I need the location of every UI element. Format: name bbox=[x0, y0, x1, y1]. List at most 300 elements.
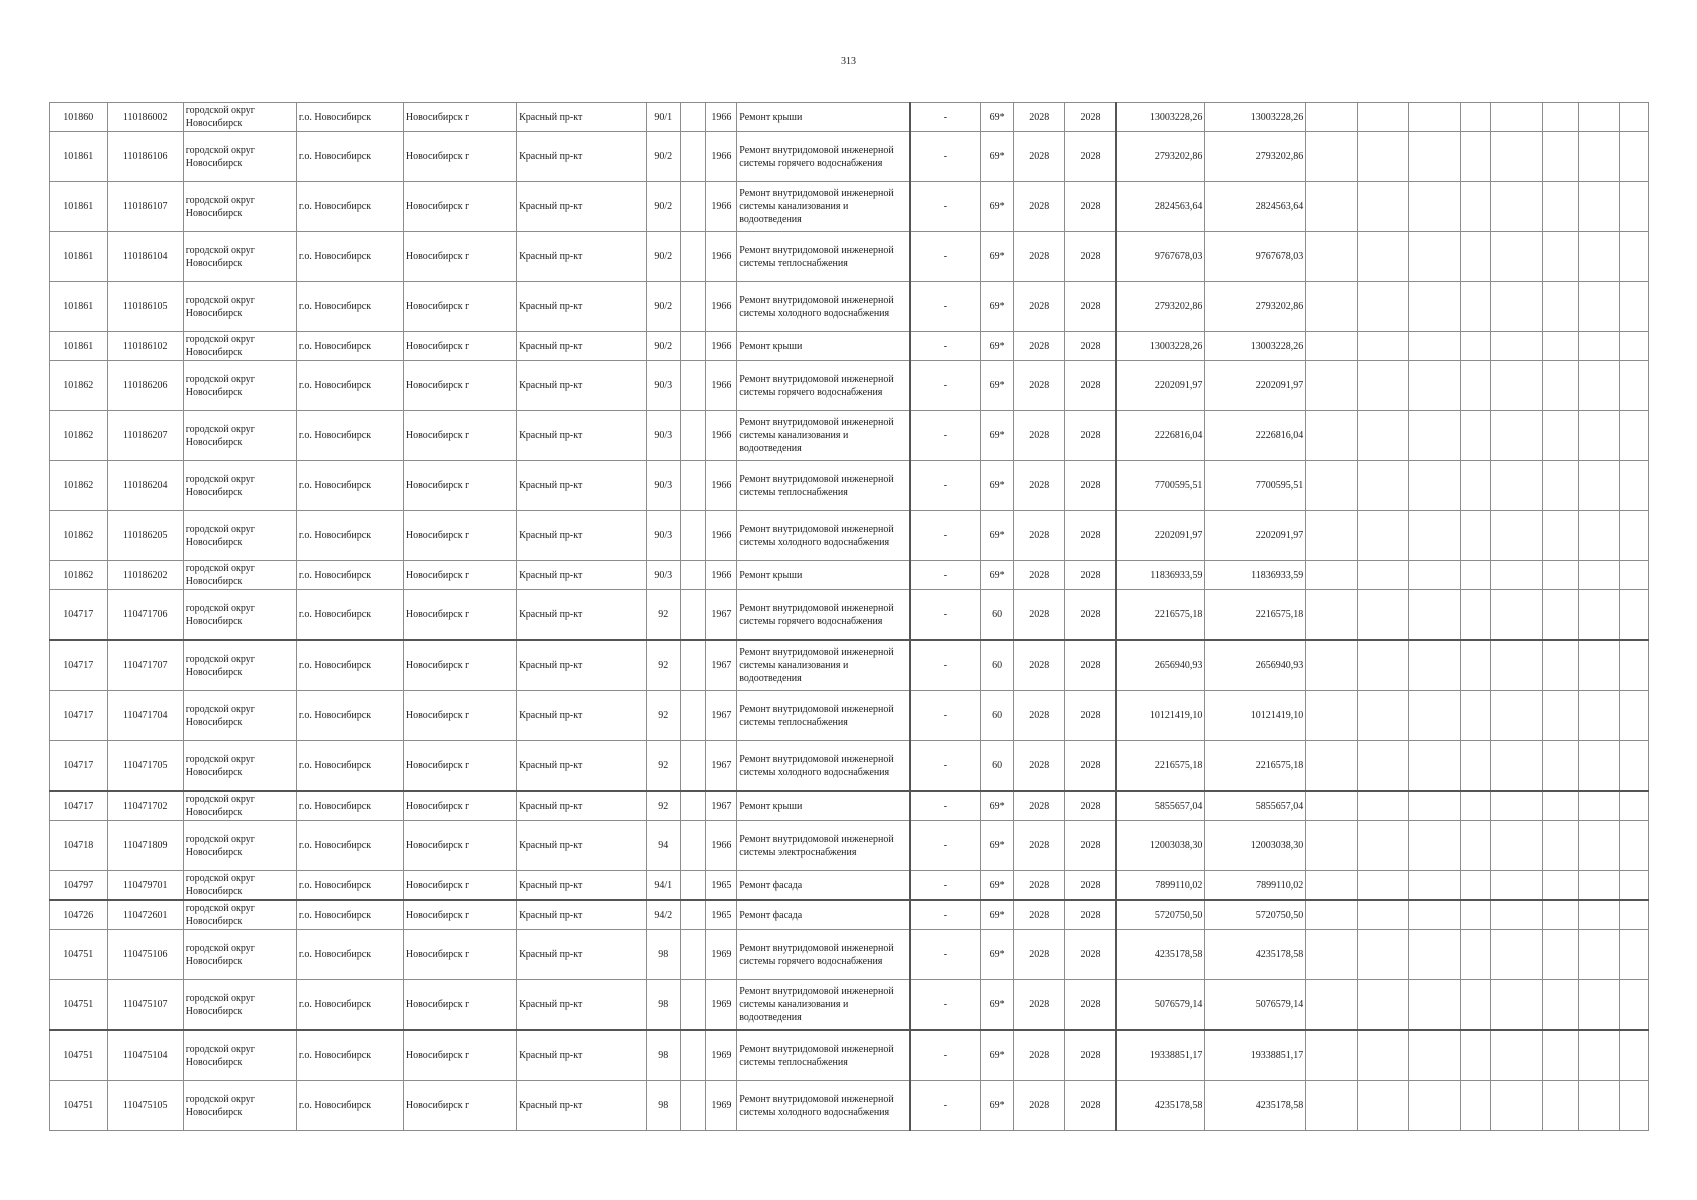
house-number-cell: 92 bbox=[646, 741, 680, 792]
empty-cell bbox=[1542, 411, 1578, 461]
empty-cell bbox=[1357, 411, 1408, 461]
house-number-cell: 90/3 bbox=[646, 411, 680, 461]
registry-number-cell: 104751 bbox=[50, 930, 108, 980]
street-cell: Красный пр-кт bbox=[517, 871, 647, 901]
work-cost-cell: 7700595,51 bbox=[1116, 461, 1204, 511]
municipality-cell: городской округ Новосибирск bbox=[183, 791, 296, 821]
work-cost-cell: 13003228,26 bbox=[1116, 332, 1204, 361]
work-type-cell: Ремонт крыши bbox=[737, 332, 910, 361]
plan-year-cell: 2028 bbox=[1014, 871, 1065, 901]
house-number-cell: 90/3 bbox=[646, 511, 680, 561]
wear-percent-cell: 60 bbox=[981, 741, 1014, 792]
object-code-cell: 110186204 bbox=[107, 461, 183, 511]
plan-year-end-cell: 2028 bbox=[1065, 461, 1116, 511]
wear-percent-cell: 69* bbox=[981, 561, 1014, 590]
empty-cell bbox=[1578, 900, 1619, 930]
empty-cell bbox=[1491, 132, 1542, 182]
street-cell: Красный пр-кт bbox=[517, 640, 647, 691]
wear-percent-cell: 69* bbox=[981, 871, 1014, 901]
table-row bbox=[50, 182, 1649, 232]
dash-cell: - bbox=[910, 332, 981, 361]
object-code-cell: 110475104 bbox=[107, 1030, 183, 1081]
empty-cell bbox=[1491, 791, 1542, 821]
plan-year-end-cell: 2028 bbox=[1065, 871, 1116, 901]
empty-cell bbox=[1542, 282, 1578, 332]
plan-year-cell: 2028 bbox=[1014, 930, 1065, 980]
empty-cell bbox=[1409, 741, 1460, 792]
plan-year-cell: 2028 bbox=[1014, 590, 1065, 641]
empty-cell bbox=[1619, 741, 1648, 792]
building-letter-cell bbox=[680, 232, 706, 282]
empty-cell bbox=[1619, 332, 1648, 361]
plan-year-cell: 2028 bbox=[1014, 1081, 1065, 1131]
plan-year-end-cell: 2028 bbox=[1065, 361, 1116, 411]
municipal-district-cell: г.о. Новосибирск bbox=[296, 103, 403, 132]
plan-year-cell: 2028 bbox=[1014, 132, 1065, 182]
registry-number-cell: 101862 bbox=[50, 361, 108, 411]
street-cell: Красный пр-кт bbox=[517, 461, 647, 511]
total-cost-cell: 2793202,86 bbox=[1205, 282, 1306, 332]
dash-cell: - bbox=[910, 821, 981, 871]
municipal-district-cell: г.о. Новосибирск bbox=[296, 980, 403, 1031]
object-code-cell: 110475106 bbox=[107, 930, 183, 980]
work-type-cell: Ремонт внутридомовой инженерной системы горячего водоснабжения bbox=[737, 361, 910, 411]
empty-cell bbox=[1460, 980, 1491, 1031]
house-number-cell: 92 bbox=[646, 691, 680, 741]
empty-cell bbox=[1542, 821, 1578, 871]
street-cell: Красный пр-кт bbox=[517, 980, 647, 1031]
empty-cell bbox=[1542, 461, 1578, 511]
table-row bbox=[50, 640, 1649, 691]
empty-cell bbox=[1578, 691, 1619, 741]
total-cost-cell: 5076579,14 bbox=[1205, 980, 1306, 1031]
municipality-cell: городской округ Новосибирск bbox=[183, 282, 296, 332]
building-letter-cell bbox=[680, 1030, 706, 1081]
municipality-cell: городской округ Новосибирск bbox=[183, 1030, 296, 1081]
empty-cell bbox=[1460, 411, 1491, 461]
empty-cell bbox=[1460, 1081, 1491, 1131]
empty-cell bbox=[1491, 821, 1542, 871]
building-letter-cell bbox=[680, 561, 706, 590]
empty-cell bbox=[1619, 1081, 1648, 1131]
empty-cell bbox=[1578, 640, 1619, 691]
empty-cell bbox=[1409, 182, 1460, 232]
work-cost-cell: 4235178,58 bbox=[1116, 930, 1204, 980]
empty-cell bbox=[1491, 103, 1542, 132]
work-type-cell: Ремонт внутридомовой инженерной системы теплоснабжения bbox=[737, 1030, 910, 1081]
street-cell: Красный пр-кт bbox=[517, 182, 647, 232]
house-number-cell: 90/3 bbox=[646, 561, 680, 590]
empty-cell bbox=[1409, 282, 1460, 332]
house-number-cell: 90/2 bbox=[646, 132, 680, 182]
house-number-cell: 98 bbox=[646, 1030, 680, 1081]
object-code-cell: 110471809 bbox=[107, 821, 183, 871]
municipality-cell: городской округ Новосибирск bbox=[183, 103, 296, 132]
empty-cell bbox=[1542, 103, 1578, 132]
empty-cell bbox=[1460, 361, 1491, 411]
table-row bbox=[50, 361, 1649, 411]
build-year-cell: 1967 bbox=[706, 590, 737, 641]
wear-percent-cell: 69* bbox=[981, 232, 1014, 282]
dash-cell: - bbox=[910, 691, 981, 741]
plan-year-cell: 2028 bbox=[1014, 361, 1065, 411]
dash-cell: - bbox=[910, 232, 981, 282]
empty-cell bbox=[1306, 871, 1357, 901]
work-cost-cell: 2226816,04 bbox=[1116, 411, 1204, 461]
object-code-cell: 110471702 bbox=[107, 791, 183, 821]
plan-year-cell: 2028 bbox=[1014, 821, 1065, 871]
empty-cell bbox=[1542, 332, 1578, 361]
empty-cell bbox=[1306, 282, 1357, 332]
municipal-district-cell: г.о. Новосибирск bbox=[296, 871, 403, 901]
locality-cell: Новосибирск г bbox=[403, 741, 516, 792]
municipal-district-cell: г.о. Новосибирск bbox=[296, 821, 403, 871]
build-year-cell: 1966 bbox=[706, 461, 737, 511]
work-cost-cell: 2793202,86 bbox=[1116, 282, 1204, 332]
empty-cell bbox=[1306, 1081, 1357, 1131]
dash-cell: - bbox=[910, 1081, 981, 1131]
total-cost-cell: 7700595,51 bbox=[1205, 461, 1306, 511]
empty-cell bbox=[1619, 561, 1648, 590]
empty-cell bbox=[1357, 821, 1408, 871]
dash-cell: - bbox=[910, 361, 981, 411]
empty-cell bbox=[1357, 1081, 1408, 1131]
empty-cell bbox=[1542, 590, 1578, 641]
house-number-cell: 94/1 bbox=[646, 871, 680, 901]
empty-cell bbox=[1578, 821, 1619, 871]
plan-year-end-cell: 2028 bbox=[1065, 511, 1116, 561]
plan-year-end-cell: 2028 bbox=[1065, 1081, 1116, 1131]
plan-year-end-cell: 2028 bbox=[1065, 791, 1116, 821]
total-cost-cell: 2202091,97 bbox=[1205, 511, 1306, 561]
municipal-district-cell: г.о. Новосибирск bbox=[296, 1081, 403, 1131]
locality-cell: Новосибирск г bbox=[403, 461, 516, 511]
locality-cell: Новосибирск г bbox=[403, 871, 516, 901]
empty-cell bbox=[1619, 103, 1648, 132]
empty-cell bbox=[1578, 741, 1619, 792]
municipal-district-cell: г.о. Новосибирск bbox=[296, 332, 403, 361]
house-number-cell: 98 bbox=[646, 980, 680, 1031]
locality-cell: Новосибирск г bbox=[403, 590, 516, 641]
building-letter-cell bbox=[680, 691, 706, 741]
house-number-cell: 90/2 bbox=[646, 182, 680, 232]
municipal-district-cell: г.о. Новосибирск bbox=[296, 741, 403, 792]
municipal-district-cell: г.о. Новосибирск bbox=[296, 361, 403, 411]
empty-cell bbox=[1619, 232, 1648, 282]
empty-cell bbox=[1306, 821, 1357, 871]
table-row bbox=[50, 561, 1649, 590]
work-cost-cell: 9767678,03 bbox=[1116, 232, 1204, 282]
work-type-cell: Ремонт фасада bbox=[737, 871, 910, 901]
empty-cell bbox=[1491, 411, 1542, 461]
locality-cell: Новосибирск г bbox=[403, 511, 516, 561]
street-cell: Красный пр-кт bbox=[517, 821, 647, 871]
empty-cell bbox=[1578, 461, 1619, 511]
street-cell: Красный пр-кт bbox=[517, 232, 647, 282]
object-code-cell: 110479701 bbox=[107, 871, 183, 901]
empty-cell bbox=[1542, 232, 1578, 282]
empty-cell bbox=[1306, 561, 1357, 590]
dash-cell: - bbox=[910, 1030, 981, 1081]
empty-cell bbox=[1578, 561, 1619, 590]
empty-cell bbox=[1578, 282, 1619, 332]
house-number-cell: 90/2 bbox=[646, 232, 680, 282]
municipal-district-cell: г.о. Новосибирск bbox=[296, 640, 403, 691]
empty-cell bbox=[1491, 691, 1542, 741]
registry-number-cell: 104717 bbox=[50, 691, 108, 741]
empty-cell bbox=[1619, 821, 1648, 871]
empty-cell bbox=[1491, 561, 1542, 590]
table-row bbox=[50, 930, 1649, 980]
work-cost-cell: 5855657,04 bbox=[1116, 791, 1204, 821]
locality-cell: Новосибирск г bbox=[403, 640, 516, 691]
object-code-cell: 110186104 bbox=[107, 232, 183, 282]
municipal-district-cell: г.о. Новосибирск bbox=[296, 411, 403, 461]
table-row bbox=[50, 232, 1649, 282]
work-type-cell: Ремонт крыши bbox=[737, 561, 910, 590]
build-year-cell: 1966 bbox=[706, 511, 737, 561]
municipality-cell: городской округ Новосибирск bbox=[183, 980, 296, 1031]
house-number-cell: 90/2 bbox=[646, 332, 680, 361]
street-cell: Красный пр-кт bbox=[517, 561, 647, 590]
empty-cell bbox=[1357, 132, 1408, 182]
municipal-district-cell: г.о. Новосибирск bbox=[296, 691, 403, 741]
work-type-cell: Ремонт внутридомовой инженерной системы канализования и водоотведения bbox=[737, 640, 910, 691]
wear-percent-cell: 69* bbox=[981, 282, 1014, 332]
empty-cell bbox=[1542, 132, 1578, 182]
work-cost-cell: 13003228,26 bbox=[1116, 103, 1204, 132]
plan-year-end-cell: 2028 bbox=[1065, 1030, 1116, 1081]
work-cost-cell: 5720750,50 bbox=[1116, 900, 1204, 930]
object-code-cell: 110186105 bbox=[107, 282, 183, 332]
empty-cell bbox=[1578, 930, 1619, 980]
table-row bbox=[50, 821, 1649, 871]
plan-year-end-cell: 2028 bbox=[1065, 182, 1116, 232]
empty-cell bbox=[1542, 1030, 1578, 1081]
municipality-cell: городской округ Новосибирск bbox=[183, 332, 296, 361]
work-type-cell: Ремонт внутридомовой инженерной системы горячего водоснабжения bbox=[737, 930, 910, 980]
empty-cell bbox=[1619, 411, 1648, 461]
repair-program-table bbox=[49, 102, 1649, 1131]
empty-cell bbox=[1460, 691, 1491, 741]
empty-cell bbox=[1619, 640, 1648, 691]
street-cell: Красный пр-кт bbox=[517, 1081, 647, 1131]
work-type-cell: Ремонт крыши bbox=[737, 791, 910, 821]
building-letter-cell bbox=[680, 332, 706, 361]
registry-number-cell: 101861 bbox=[50, 282, 108, 332]
registry-number-cell: 101861 bbox=[50, 182, 108, 232]
empty-cell bbox=[1578, 361, 1619, 411]
registry-number-cell: 104717 bbox=[50, 791, 108, 821]
build-year-cell: 1967 bbox=[706, 640, 737, 691]
house-number-cell: 90/2 bbox=[646, 282, 680, 332]
empty-cell bbox=[1357, 232, 1408, 282]
build-year-cell: 1965 bbox=[706, 871, 737, 901]
municipal-district-cell: г.о. Новосибирск bbox=[296, 590, 403, 641]
build-year-cell: 1969 bbox=[706, 980, 737, 1031]
empty-cell bbox=[1542, 741, 1578, 792]
total-cost-cell: 2793202,86 bbox=[1205, 132, 1306, 182]
house-number-cell: 94/2 bbox=[646, 900, 680, 930]
registry-number-cell: 101862 bbox=[50, 561, 108, 590]
street-cell: Красный пр-кт bbox=[517, 930, 647, 980]
empty-cell bbox=[1460, 900, 1491, 930]
locality-cell: Новосибирск г bbox=[403, 900, 516, 930]
empty-cell bbox=[1491, 282, 1542, 332]
plan-year-end-cell: 2028 bbox=[1065, 741, 1116, 792]
empty-cell bbox=[1619, 980, 1648, 1031]
empty-cell bbox=[1619, 900, 1648, 930]
municipal-district-cell: г.о. Новосибирск bbox=[296, 930, 403, 980]
wear-percent-cell: 69* bbox=[981, 182, 1014, 232]
empty-cell bbox=[1409, 332, 1460, 361]
empty-cell bbox=[1491, 361, 1542, 411]
dash-cell: - bbox=[910, 561, 981, 590]
empty-cell bbox=[1619, 1030, 1648, 1081]
build-year-cell: 1966 bbox=[706, 282, 737, 332]
municipal-district-cell: г.о. Новосибирск bbox=[296, 511, 403, 561]
empty-cell bbox=[1542, 361, 1578, 411]
empty-cell bbox=[1357, 182, 1408, 232]
house-number-cell: 90/3 bbox=[646, 361, 680, 411]
house-number-cell: 90/3 bbox=[646, 461, 680, 511]
total-cost-cell: 2216575,18 bbox=[1205, 590, 1306, 641]
empty-cell bbox=[1491, 182, 1542, 232]
empty-cell bbox=[1542, 791, 1578, 821]
house-number-cell: 92 bbox=[646, 791, 680, 821]
work-cost-cell: 7899110,02 bbox=[1116, 871, 1204, 901]
registry-number-cell: 101861 bbox=[50, 332, 108, 361]
empty-cell bbox=[1409, 132, 1460, 182]
empty-cell bbox=[1306, 361, 1357, 411]
registry-number-cell: 101860 bbox=[50, 103, 108, 132]
plan-year-cell: 2028 bbox=[1014, 561, 1065, 590]
build-year-cell: 1965 bbox=[706, 900, 737, 930]
plan-year-cell: 2028 bbox=[1014, 791, 1065, 821]
empty-cell bbox=[1619, 461, 1648, 511]
work-cost-cell: 2656940,93 bbox=[1116, 640, 1204, 691]
empty-cell bbox=[1578, 411, 1619, 461]
plan-year-end-cell: 2028 bbox=[1065, 332, 1116, 361]
locality-cell: Новосибирск г bbox=[403, 182, 516, 232]
empty-cell bbox=[1542, 980, 1578, 1031]
municipal-district-cell: г.о. Новосибирск bbox=[296, 232, 403, 282]
plan-year-cell: 2028 bbox=[1014, 411, 1065, 461]
municipality-cell: городской округ Новосибирск bbox=[183, 821, 296, 871]
empty-cell bbox=[1357, 461, 1408, 511]
wear-percent-cell: 60 bbox=[981, 590, 1014, 641]
municipal-district-cell: г.о. Новосибирск bbox=[296, 282, 403, 332]
empty-cell bbox=[1460, 640, 1491, 691]
work-cost-cell: 12003038,30 bbox=[1116, 821, 1204, 871]
building-letter-cell bbox=[680, 361, 706, 411]
total-cost-cell: 11836933,59 bbox=[1205, 561, 1306, 590]
empty-cell bbox=[1578, 182, 1619, 232]
locality-cell: Новосибирск г bbox=[403, 282, 516, 332]
empty-cell bbox=[1460, 1030, 1491, 1081]
plan-year-cell: 2028 bbox=[1014, 182, 1065, 232]
empty-cell bbox=[1578, 232, 1619, 282]
building-letter-cell bbox=[680, 871, 706, 901]
locality-cell: Новосибирск г bbox=[403, 691, 516, 741]
dash-cell: - bbox=[910, 132, 981, 182]
empty-cell bbox=[1542, 930, 1578, 980]
municipality-cell: городской округ Новосибирск bbox=[183, 590, 296, 641]
house-number-cell: 98 bbox=[646, 930, 680, 980]
work-type-cell: Ремонт внутридомовой инженерной системы канализования и водоотведения bbox=[737, 980, 910, 1031]
work-cost-cell: 2202091,97 bbox=[1116, 511, 1204, 561]
total-cost-cell: 5855657,04 bbox=[1205, 791, 1306, 821]
build-year-cell: 1966 bbox=[706, 182, 737, 232]
object-code-cell: 110186002 bbox=[107, 103, 183, 132]
wear-percent-cell: 69* bbox=[981, 361, 1014, 411]
street-cell: Красный пр-кт bbox=[517, 691, 647, 741]
empty-cell bbox=[1409, 871, 1460, 901]
dash-cell: - bbox=[910, 282, 981, 332]
object-code-cell: 110471707 bbox=[107, 640, 183, 691]
plan-year-cell: 2028 bbox=[1014, 691, 1065, 741]
street-cell: Красный пр-кт bbox=[517, 332, 647, 361]
work-cost-cell: 11836933,59 bbox=[1116, 561, 1204, 590]
registry-number-cell: 101862 bbox=[50, 461, 108, 511]
empty-cell bbox=[1357, 791, 1408, 821]
house-number-cell: 94 bbox=[646, 821, 680, 871]
empty-cell bbox=[1491, 590, 1542, 641]
table-row bbox=[50, 1030, 1649, 1081]
wear-percent-cell: 69* bbox=[981, 103, 1014, 132]
build-year-cell: 1966 bbox=[706, 332, 737, 361]
empty-cell bbox=[1306, 691, 1357, 741]
street-cell: Красный пр-кт bbox=[517, 282, 647, 332]
build-year-cell: 1966 bbox=[706, 361, 737, 411]
work-cost-cell: 4235178,58 bbox=[1116, 1081, 1204, 1131]
empty-cell bbox=[1357, 361, 1408, 411]
registry-number-cell: 101861 bbox=[50, 232, 108, 282]
plan-year-end-cell: 2028 bbox=[1065, 561, 1116, 590]
locality-cell: Новосибирск г bbox=[403, 821, 516, 871]
empty-cell bbox=[1491, 640, 1542, 691]
empty-cell bbox=[1578, 871, 1619, 901]
empty-cell bbox=[1578, 590, 1619, 641]
empty-cell bbox=[1491, 232, 1542, 282]
work-type-cell: Ремонт внутридомовой инженерной системы теплоснабжения bbox=[737, 691, 910, 741]
registry-number-cell: 104751 bbox=[50, 980, 108, 1031]
street-cell: Красный пр-кт bbox=[517, 1030, 647, 1081]
work-type-cell: Ремонт фасада bbox=[737, 900, 910, 930]
empty-cell bbox=[1542, 640, 1578, 691]
house-number-cell: 98 bbox=[646, 1081, 680, 1131]
registry-number-cell: 104726 bbox=[50, 900, 108, 930]
work-type-cell: Ремонт внутридомовой инженерной системы теплоснабжения bbox=[737, 232, 910, 282]
empty-cell bbox=[1306, 1030, 1357, 1081]
registry-number-cell: 101861 bbox=[50, 132, 108, 182]
registry-number-cell: 104718 bbox=[50, 821, 108, 871]
object-code-cell: 110471704 bbox=[107, 691, 183, 741]
build-year-cell: 1967 bbox=[706, 791, 737, 821]
locality-cell: Новосибирск г bbox=[403, 103, 516, 132]
wear-percent-cell: 60 bbox=[981, 640, 1014, 691]
empty-cell bbox=[1357, 103, 1408, 132]
empty-cell bbox=[1409, 590, 1460, 641]
plan-year-cell: 2028 bbox=[1014, 640, 1065, 691]
empty-cell bbox=[1619, 590, 1648, 641]
empty-cell bbox=[1619, 871, 1648, 901]
empty-cell bbox=[1306, 332, 1357, 361]
municipal-district-cell: г.о. Новосибирск bbox=[296, 561, 403, 590]
table-row bbox=[50, 282, 1649, 332]
plan-year-end-cell: 2028 bbox=[1065, 691, 1116, 741]
empty-cell bbox=[1619, 361, 1648, 411]
